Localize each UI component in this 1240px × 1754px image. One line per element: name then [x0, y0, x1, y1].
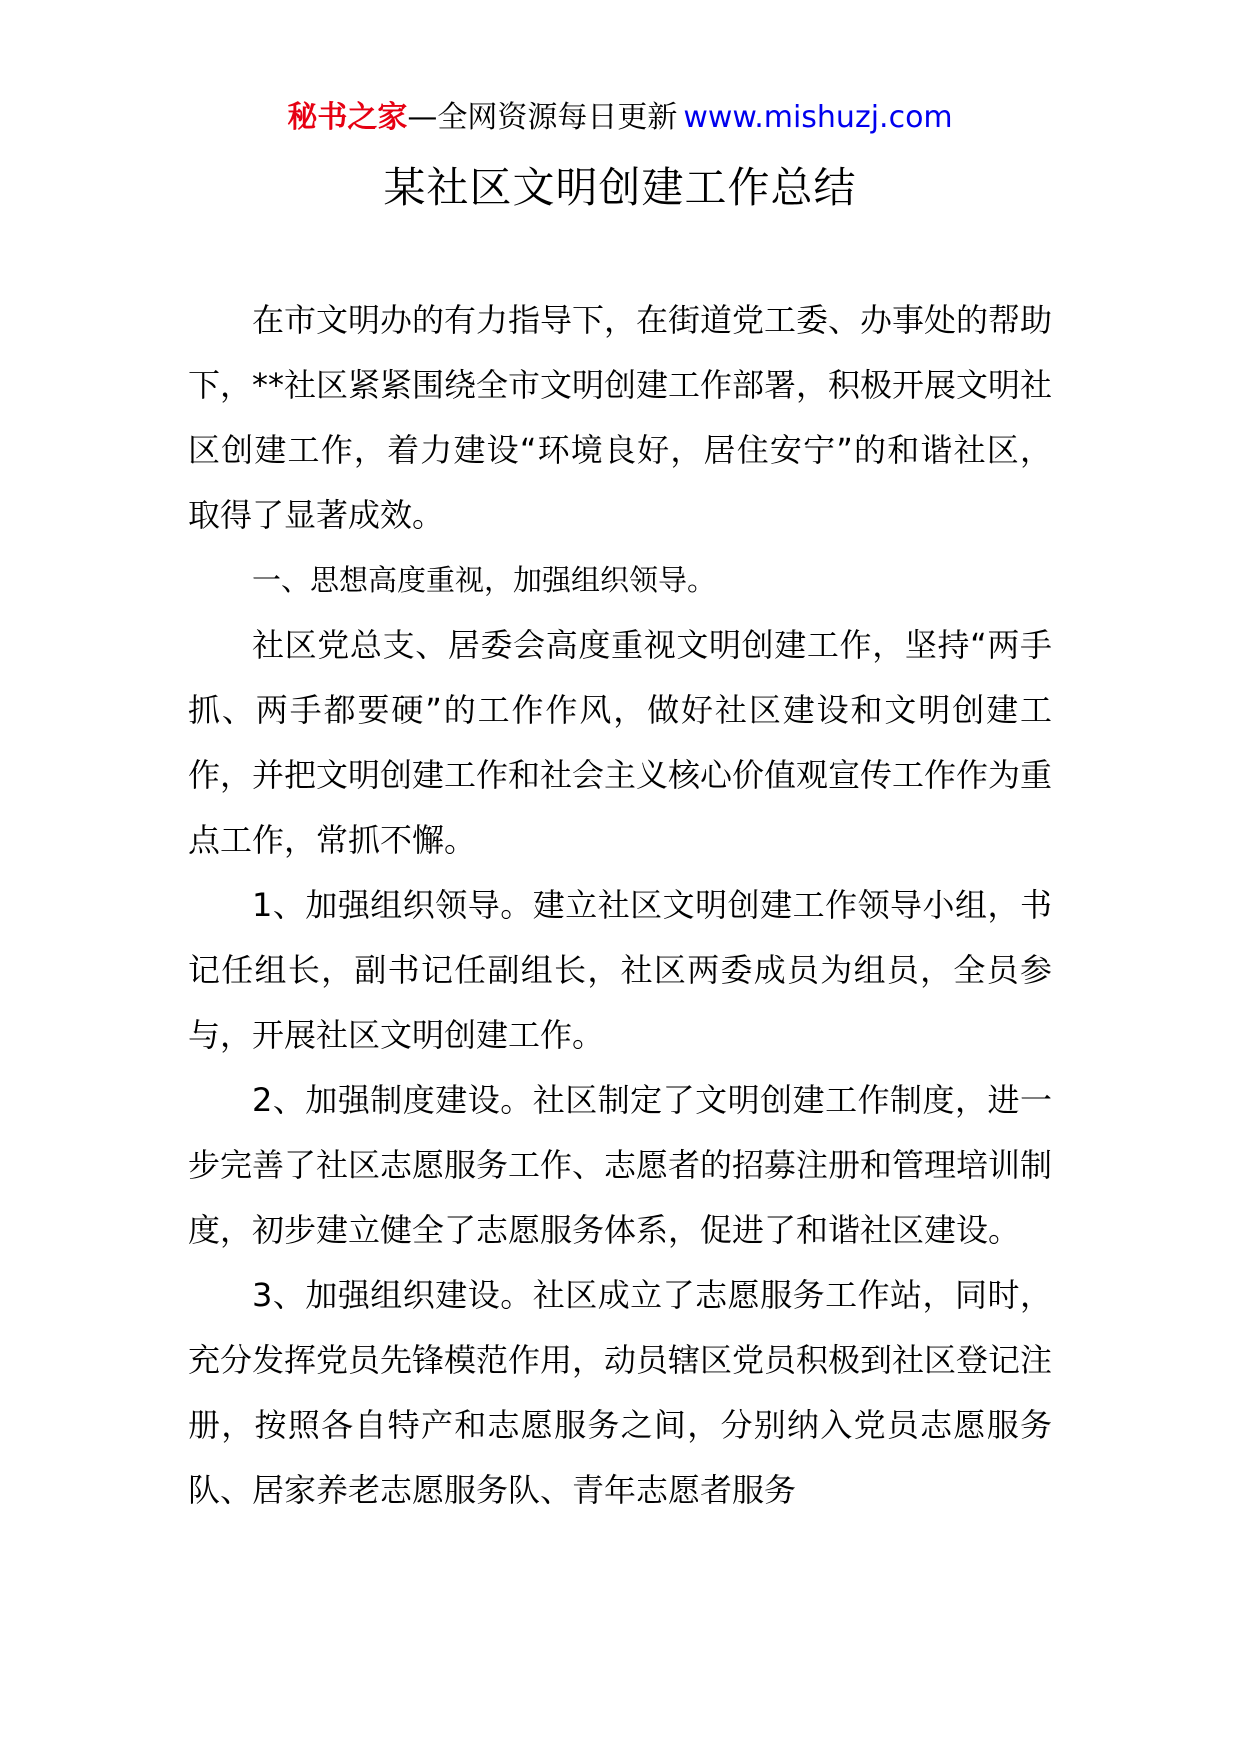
intro-paragraph: 在市文明办的有力指导下，在街道党工委、办事处的帮助下，**社区紧紧围绕全市文明创建工作部署，积极开展文明社区创建工作，着力建设“环境良好，居住安宁”的和谐社区，取得了显著成效。 [188, 301, 1053, 534]
brand-name: 秘书之家 [287, 100, 408, 135]
body-paragraph: 社区党总支、居委会高度重视文明创建工作，坚持“两手抓、两手都要硬”的工作作风，做好社区建设和文明创建工作，并把文明创建工作和社会主义核心价值观宣传工作作为重点工作，常抓不懈。 [188, 626, 1053, 859]
site-url-link[interactable]: www.mishuzj.com [683, 100, 953, 135]
header-tagline: —全网资源每日更新 [407, 100, 678, 135]
site-header [0, 98, 1240, 138]
body-paragraph: 1、加强组织领导。建立社区文明创建工作领导小组，书记任组长，副书记任副组长，社区两委成员为组员，全员参与，开展社区文明创建工作。 [188, 886, 1052, 1054]
document-body [188, 288, 1052, 1523]
body-paragraph: 2、加强制度建设。社区制定了文明创建工作制度，进一步完善了社区志愿服务工作、志愿者的招募注册和管理培训制度，初步建立健全了志愿服务体系，促进了和谐社区建设。 [188, 1081, 1053, 1249]
body-paragraph: 3、加强组织建设。社区成立了志愿服务工作站，同时，充分发挥党员先锋模范作用，动员辖区党员积极到社区登记注册，按照各自特产和志愿服务之间，分别纳入党员志愿服务队、居家养老志愿服务队、青年志愿者服务 [188, 1276, 1053, 1509]
document-title: 某社区文明创建工作总结 [383, 163, 857, 212]
section-heading: 一、思想高度重视，加强组织领导。 [252, 563, 717, 597]
